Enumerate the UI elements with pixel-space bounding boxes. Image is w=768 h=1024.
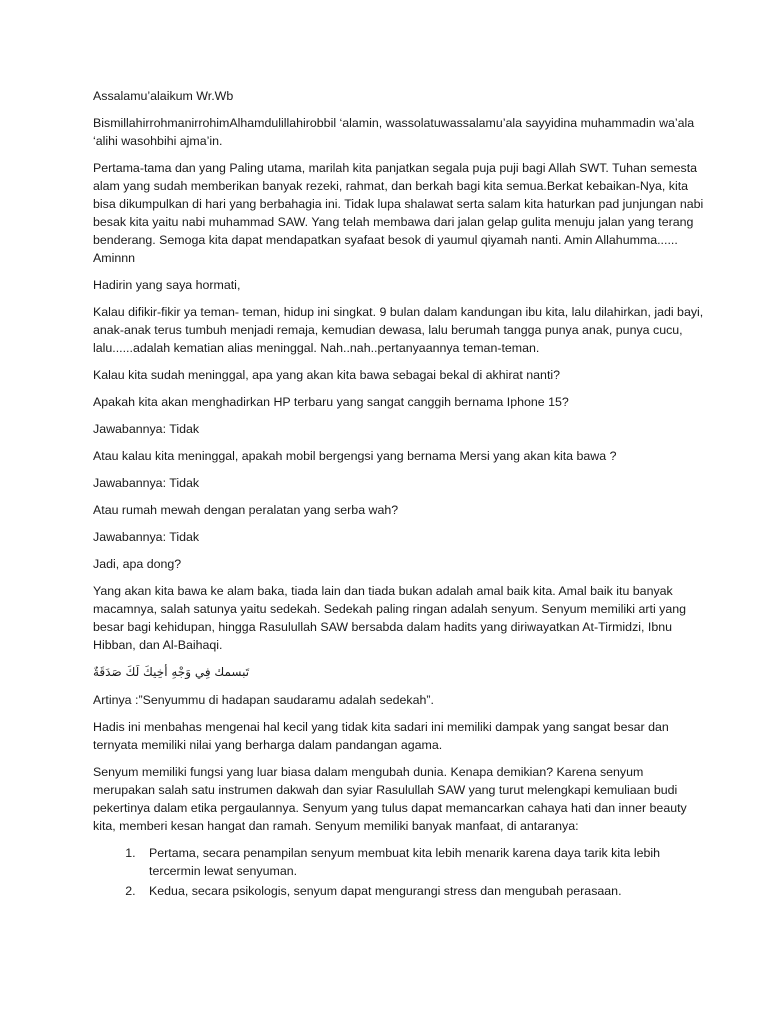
opening-basmalah: BismillahirrohmanirrohimAlhamdulillahirobbil ‘alamin, wassolatuwassalamu’ala sayyidina muhammadin wa’ala ‘alihi wasohbihi ajma’in.	[93, 116, 695, 148]
greeting: Assalamu’alaikum Wr.Wb	[93, 89, 234, 103]
paragraph-meaning: Artinya :”Senyummu di hadapan saudaramu adalah sedekah”.	[93, 693, 434, 707]
list-item: 2. Kedua, secara psikologis, senyum dapat mengurangi stress dan mengubah perasaan.	[139, 882, 708, 900]
paragraph-hadith-discussion: Hadis ini menbahas mengenai hal kecil yang tidak kita sadari ini memiliki dampak yang sangat besar dan ternyata memiliki nilai yang berharga dalam pandangan agama.	[93, 720, 669, 752]
list-item: 1. Pertama, secara penampilan senyum membuat kita lebih menarik karena daya tarik kita lebih tercermin lewat senyuman.	[139, 844, 708, 880]
paragraph-address: Hadirin yang saya hormati,	[93, 278, 241, 292]
paragraph-answer-2: Jawabannya: Tidak	[93, 476, 200, 490]
paragraph-question-3: Atau kalau kita meninggal, apakah mobil bergengsi yang bernama Mersi yang akan kita bawa ?	[93, 449, 617, 463]
paragraph-question-1: Kalau kita sudah meninggal, apa yang akan kita bawa sebagai bekal di akhirat nanti?	[93, 368, 561, 382]
paragraph-praise: Pertama-tama dan yang Paling utama, marilah kita panjatkan segala puja puji bagi Allah SWT. Tuhan semesta alam yang sudah memberikan banyak rezeki, rahmat, dan berkah bagi kita semua.Berkat kebaikan-Nya, kita bisa dikumpulkan di hari yang berbahagia ini. Tidak lupa shalawat serta salam kita haturkan pad junjungan nabi besak kita yaitu nabi muhammad SAW. Yang telah membawa dari jalan gelap gulita menuju jalan yang terang benderang. Semoga kita dapat mendapatkan syafaat besok di yaumul qiyamah nanti. Amin Allahumma...... Aminnn	[93, 161, 704, 265]
paragraph-life: Kalau difikir-fikir ya teman- teman, hidup ini singkat. 9 bulan dalam kandungan ibu kita, lalu dilahirkan, jadi bayi, anak-anak terus tumbuh menjadi remaja, kemudian dewasa, lalu berumah tangga punya anak, punya cucu, lalu......adalah kematian alias meninggal. Nah..nah..pertanyaannya teman-teman.	[93, 305, 704, 355]
paragraph-good-deeds: Yang akan kita bawa ke alam baka, tiada lain dan tiada bukan adalah amal baik kita. Amal baik itu banyak macamnya, salah satunya yaitu sedekah. Sedekah paling ringan adalah senyum. Senyum memiliki arti yang besar bagi kehidupan, hingga Rasulullah SAW bersabda dalam hadits yang diriwayatkan At-Tirmidzi, Ibnu Hibban, dan Al-Baihaqi.	[93, 584, 687, 652]
paragraph-answer-1: Jawabannya: Tidak	[93, 422, 200, 436]
paragraph-question-2: Apakah kita akan menghadirkan HP terbaru yang sangat canggih bernama Iphone 15?	[93, 395, 569, 409]
arabic-hadith: تَبسمك فِي وَجْهِ أخِيكَ لَكَ صَدَقَةٌ	[93, 665, 250, 679]
paragraph-question-4: Atau rumah mewah dengan peralatan yang serba wah?	[93, 503, 399, 517]
benefits-list	[93, 844, 708, 900]
paragraph-smile-function: Senyum memiliki fungsi yang luar biasa dalam mengubah dunia. Kenapa demikian? Karena senyum merupakan salah satu instrumen dakwah dan syiar Rasulullah SAW yang turut melengkapi kemuliaan budi pekertinya dalam etika pergaulannya. Senyum yang tulus dapat memancarkan cahaya hati dan inner beauty kita, memberi kesan hangat dan ramah. Senyum memiliki banyak manfaat, di antaranya:	[93, 765, 687, 833]
paragraph-answer-3: Jawabannya: Tidak	[93, 530, 200, 544]
paragraph-question-5: Jadi, apa dong?	[93, 557, 182, 571]
